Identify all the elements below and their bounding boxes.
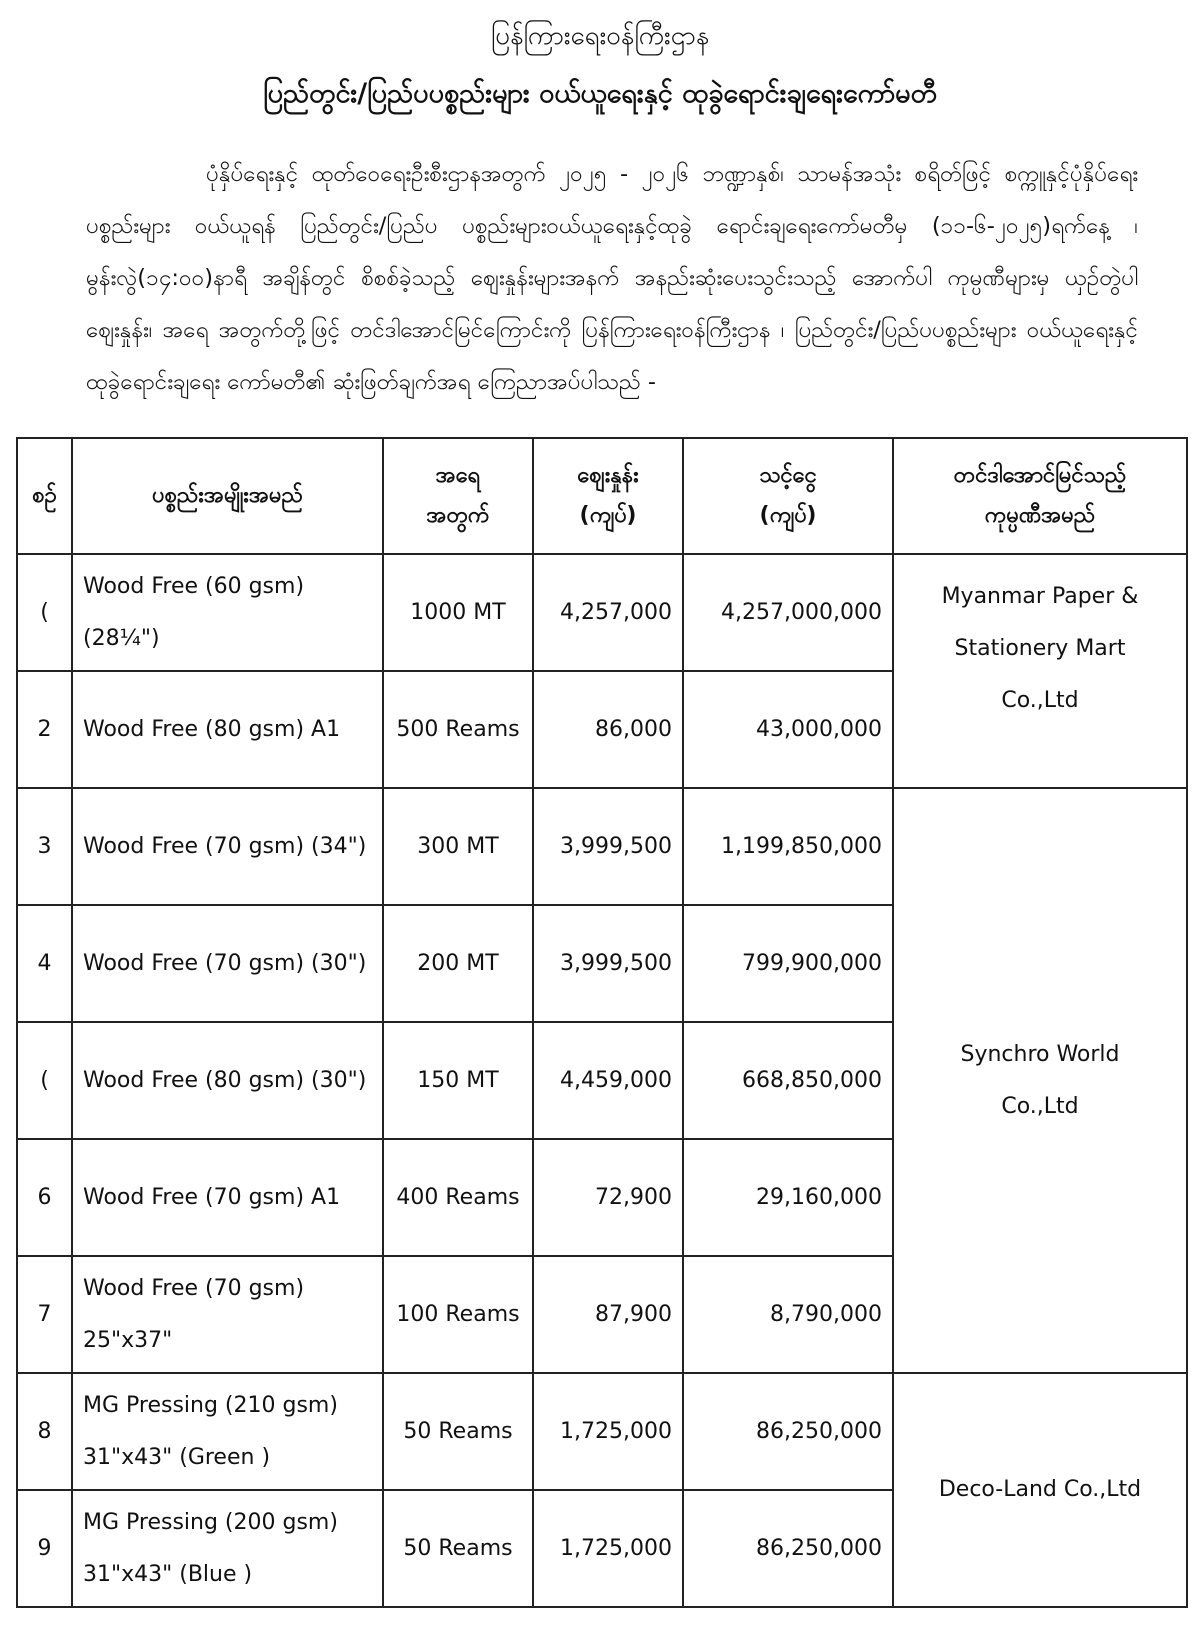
table-row bbox=[17, 788, 1187, 905]
row-quantity: 50 Reams bbox=[383, 1373, 533, 1490]
header-serial-no: စဉ် bbox=[17, 438, 72, 554]
table-header-row bbox=[17, 438, 1187, 554]
row-unit-price: 3,999,500 bbox=[533, 788, 683, 905]
row-item-description: Wood Free (60 gsm) (28¼") bbox=[72, 554, 383, 671]
tender-results-table bbox=[16, 437, 1188, 1608]
header-unit-price: ဈေးနှုန်း (ကျပ်) bbox=[533, 438, 683, 554]
row-amount: 799,900,000 bbox=[683, 905, 893, 1022]
row-amount: 668,850,000 bbox=[683, 1022, 893, 1139]
row-quantity: 50 Reams bbox=[383, 1490, 533, 1607]
row-serial-no: 3 bbox=[17, 788, 72, 905]
row-item-description: Wood Free (70 gsm) (34") bbox=[72, 788, 383, 905]
row-serial-no: 4 bbox=[17, 905, 72, 1022]
company-deco-land: Deco-Land Co.,Ltd bbox=[893, 1373, 1187, 1607]
row-quantity: 100 Reams bbox=[383, 1256, 533, 1373]
row-unit-price: 87,900 bbox=[533, 1256, 683, 1373]
announcement-paragraph: ပုံနှိပ်ရေးနှင့် ထုတ်ဝေရေးဦးစီးဌာနအတွက် ၂၀၂၅ - ၂၀၂၆ ဘဏ္ဍာနှစ်၊ သာမန်အသုံး စရိတ်ဖြင့် စက္ကူနှင့်ပုံနှိပ်ရေးပစ္စည်းများ ဝယ်ယူရန် ပြည်တွင်း/ပြည်ပ ပစ္စည်းများဝယ်ယူရေးနှင့်ထုခွဲ ရောင်းချရေးကော်မတီမှ (၁၁-၆-၂၀၂၅)ရက်နေ့ ၊ မွန်းလွဲ(၁၄:၀၀)နာရီ အချိန်တွင် စိစစ်ခဲ့သည့် ဈေးနှုန်းများအနက် အနည်းဆုံးပေးသွင်းသည့် အောက်ပါ ကုမ္ပဏီများမှ ယှဉ်တွဲပါ ဈေးနှုန်း၊ အရေ အတွက်တို့ဖြင့် တင်ဒါအောင်မြင်ကြောင်းကို ပြန်ကြားရေးဝန်ကြီးဌာန ၊ ပြည်တွင်း/ပြည်ပပစ္စည်းများ ဝယ်ယူရေးနှင့်ထုခွဲရောင်းချရေး ကော်မတီ၏ ဆုံးဖြတ်ချက်အရ ကြေညာအပ်ပါသည် - bbox=[86, 161, 1138, 395]
row-amount: 4,257,000,000 bbox=[683, 554, 893, 671]
row-quantity: 400 Reams bbox=[383, 1139, 533, 1256]
row-amount: 8,790,000 bbox=[683, 1256, 893, 1373]
row-amount: 86,250,000 bbox=[683, 1373, 893, 1490]
row-quantity: 200 MT bbox=[383, 905, 533, 1022]
row-unit-price: 72,900 bbox=[533, 1139, 683, 1256]
header-winning-company: တင်ဒါအောင်မြင်သည့် ကုမ္ပဏီအမည် bbox=[893, 438, 1187, 554]
row-amount: 1,199,850,000 bbox=[683, 788, 893, 905]
table-row bbox=[17, 1373, 1187, 1490]
row-quantity: 150 MT bbox=[383, 1022, 533, 1139]
row-quantity: 500 Reams bbox=[383, 671, 533, 788]
row-unit-price: 1,725,000 bbox=[533, 1373, 683, 1490]
row-unit-price: 4,459,000 bbox=[533, 1022, 683, 1139]
row-serial-no: 2 bbox=[17, 671, 72, 788]
company-myanmar-paper: Myanmar Paper & Stationery Mart Co.,Ltd bbox=[893, 554, 1187, 788]
row-quantity: 300 MT bbox=[383, 788, 533, 905]
row-item-description: Wood Free (70 gsm) (30") bbox=[72, 905, 383, 1022]
row-unit-price: 86,000 bbox=[533, 671, 683, 788]
row-item-description: Wood Free (70 gsm) 25"x37" bbox=[72, 1256, 383, 1373]
row-amount: 86,250,000 bbox=[683, 1490, 893, 1607]
row-serial-no: 8 bbox=[17, 1373, 72, 1490]
row-unit-price: 4,257,000 bbox=[533, 554, 683, 671]
row-serial-no: 9 bbox=[17, 1490, 72, 1607]
table-row bbox=[17, 554, 1187, 671]
header-amount: သင့်ငွေ (ကျပ်) bbox=[683, 438, 893, 554]
row-item-description: Wood Free (70 gsm) A1 bbox=[72, 1139, 383, 1256]
row-serial-no: ( bbox=[17, 1022, 72, 1139]
row-amount: 29,160,000 bbox=[683, 1139, 893, 1256]
ministry-title: ပြန်ကြားရေးဝန်ကြီးဌာန bbox=[490, 21, 710, 51]
header-item-name: ပစ္စည်းအမျိုးအမည် bbox=[72, 438, 383, 554]
row-item-description: Wood Free (80 gsm) A1 bbox=[72, 671, 383, 788]
row-unit-price: 1,725,000 bbox=[533, 1490, 683, 1607]
committee-title: ပြည်တွင်း/ပြည်ပပစ္စည်းများ ဝယ်ယူရေးနှင့် ထုခွဲရောင်းချရေးကော်မတီ bbox=[263, 78, 937, 109]
row-serial-no: ( bbox=[17, 554, 72, 671]
row-serial-no: 6 bbox=[17, 1139, 72, 1256]
header-quantity: အရေ အတွက် bbox=[383, 438, 533, 554]
row-quantity: 1000 MT bbox=[383, 554, 533, 671]
row-amount: 43,000,000 bbox=[683, 671, 893, 788]
company-synchro-world: Synchro World Co.,Ltd bbox=[893, 788, 1187, 1373]
row-unit-price: 3,999,500 bbox=[533, 905, 683, 1022]
row-serial-no: 7 bbox=[17, 1256, 72, 1373]
row-item-description: MG Pressing (200 gsm) 31"x43" (Blue ) bbox=[72, 1490, 383, 1607]
row-item-description: MG Pressing (210 gsm) 31"x43" (Green ) bbox=[72, 1373, 383, 1490]
row-item-description: Wood Free (80 gsm) (30") bbox=[72, 1022, 383, 1139]
